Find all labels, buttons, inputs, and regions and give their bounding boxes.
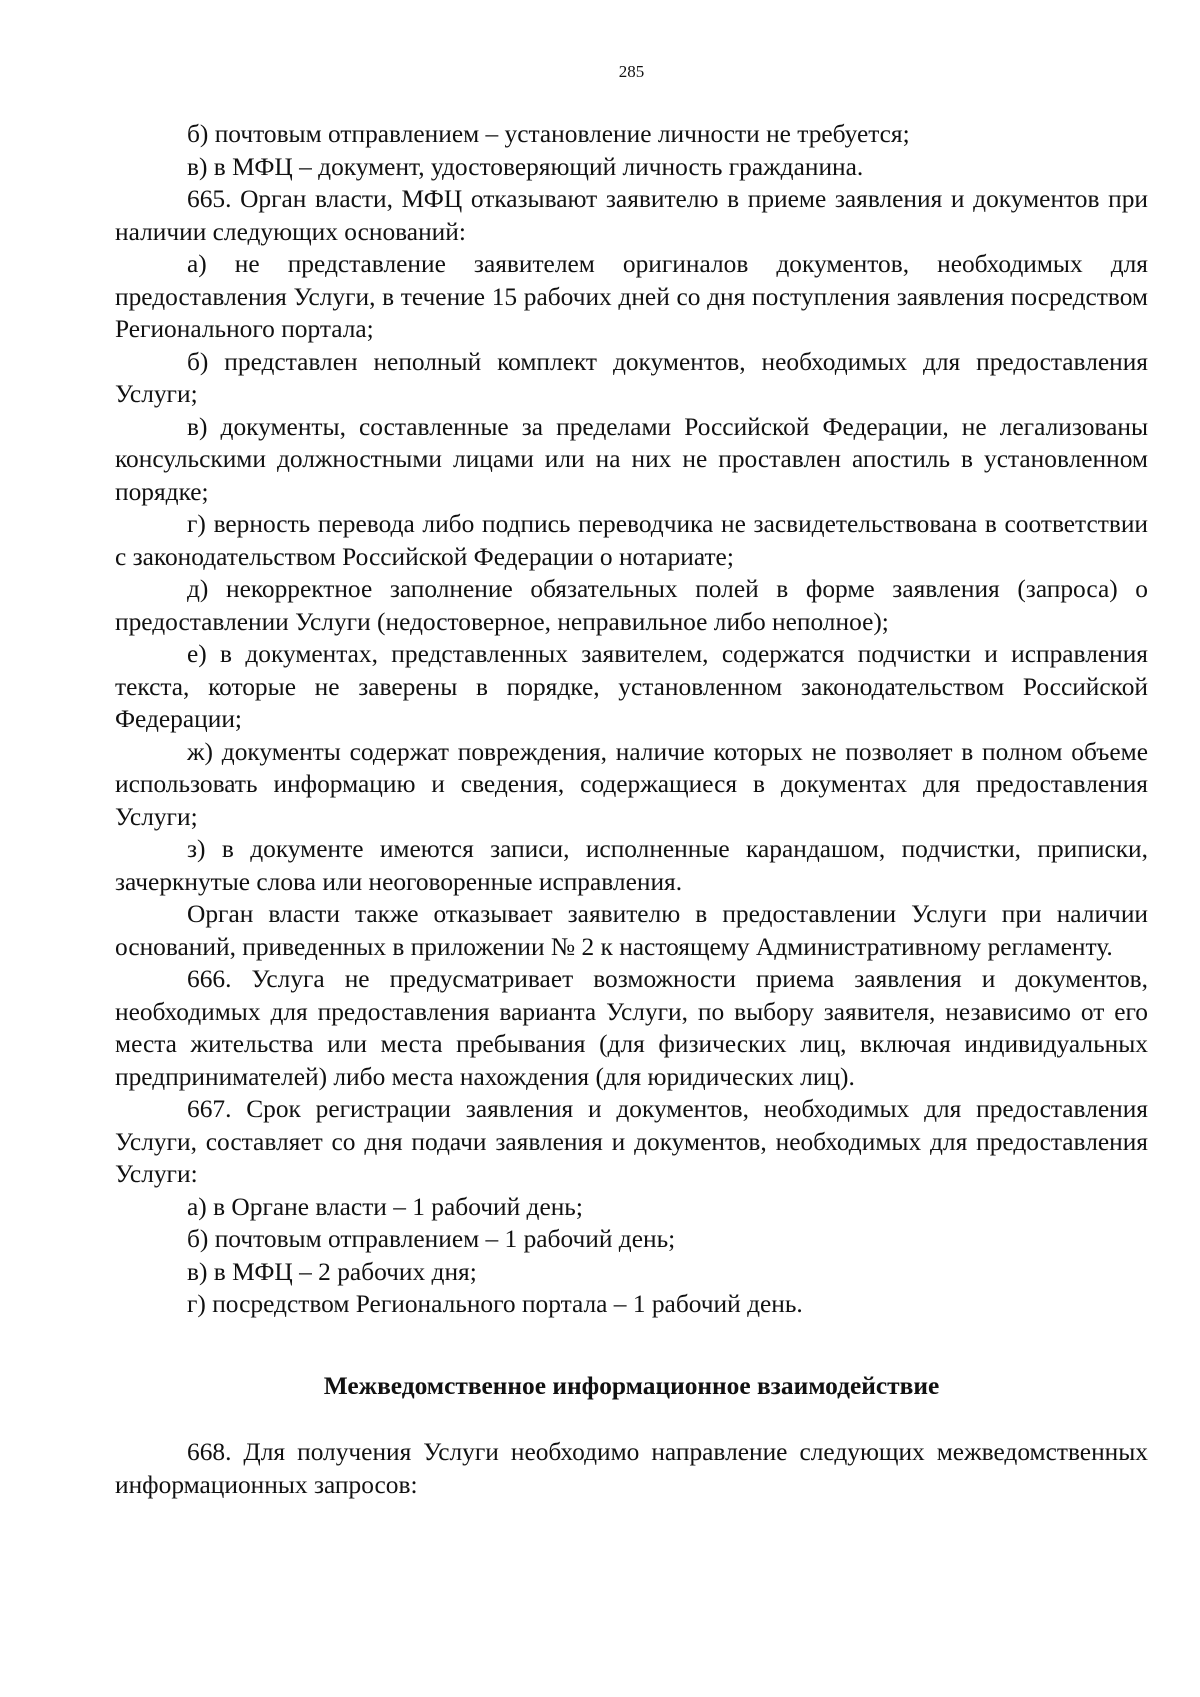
paragraph-667-a: а) в Органе власти – 1 рабочий день; <box>187 1192 583 1221</box>
paragraph-667: 667. Срок регистрации заявления и документов, необходимых для предоставления Услуги, составляет со дня подачи заявления и документов, необходимых для предоставления Услуги: <box>115 1095 1148 1188</box>
section-heading: Межведомственное информационное взаимодействие <box>323 1371 940 1400</box>
paragraph-665-z: з) в документе имеются записи, исполненные карандашом, подчистки, приписки, зачеркнутые слова или неоговоренные исправления. <box>115 835 1148 896</box>
paragraph-668: 668. Для получения Услуги необходимо направление следующих межведомственных информационных запросов: <box>115 1438 1148 1499</box>
paragraph-665-v: в) документы, составленные за пределами Российской Федерации, не легализованы консульскими должностными лицами или на них не проставлен апостиль в установленном порядке; <box>115 412 1148 506</box>
paragraph-665-a: а) не представление заявителем оригиналов документов, необходимых для предоставления Услуги, в течение 15 рабочих дней со дня поступления заявления посредством Регионального портала; <box>115 250 1148 343</box>
paragraph-665-e: е) в документах, представленных заявителем, содержатся подчистки и исправления текста, которые не заверены в порядке, установленном законодательством Российской Федерации; <box>115 640 1148 733</box>
document-page <box>115 60 1148 1501</box>
paragraph-item-v-mfc: в) в МФЦ – документ, удостоверяющий личность гражданина. <box>187 152 864 181</box>
paragraph-665: 665. Орган власти, МФЦ отказывают заявителю в приеме заявления и документов при наличии следующих оснований: <box>115 185 1148 246</box>
paragraph-665-b: б) представлен неполный комплект документов, необходимых для предоставления Услуги; <box>115 347 1148 408</box>
paragraph-665-g: г) верность перевода либо подпись переводчика не засвидетельствована в соответствии с законодательством Российской Федерации о нотариате; <box>115 510 1148 571</box>
paragraph-666: 666. Услуга не предусматривает возможности приема заявления и документов, необходимых для предоставления варианта Услуги, по выбору заявителя, независимо от его места жительства или места пребывания (для физических лиц, включая индивидуальных предпринимателей) либо места нахождения (для юридических лиц). <box>115 965 1148 1091</box>
paragraph-refusal-service: Орган власти также отказывает заявителю в предоставлении Услуги при наличии оснований, приведенных в приложении № 2 к настоящему Административному регламенту. <box>115 900 1148 961</box>
paragraph-665-d: д) некорректное заполнение обязательных полей в форме заявления (запроса) о предоставлении Услуги (недостоверное, неправильное либо неполное); <box>115 575 1148 636</box>
paragraph-667-b: б) почтовым отправлением – 1 рабочий день; <box>187 1225 676 1253</box>
paragraph-667-g: г) посредством Регионального портала – 1 рабочий день. <box>187 1290 803 1318</box>
page-number: 285 <box>618 62 645 81</box>
paragraph-667-v: в) в МФЦ – 2 рабочих дня; <box>187 1257 477 1286</box>
paragraph-665-zh: ж) документы содержат повреждения, наличие которых не позволяет в полном объеме использовать информацию и сведения, содержащиеся в документах для предоставления Услуги; <box>115 737 1148 831</box>
paragraph-item-b-postal: б) почтовым отправлением – установление личности не требуется; <box>187 120 910 148</box>
